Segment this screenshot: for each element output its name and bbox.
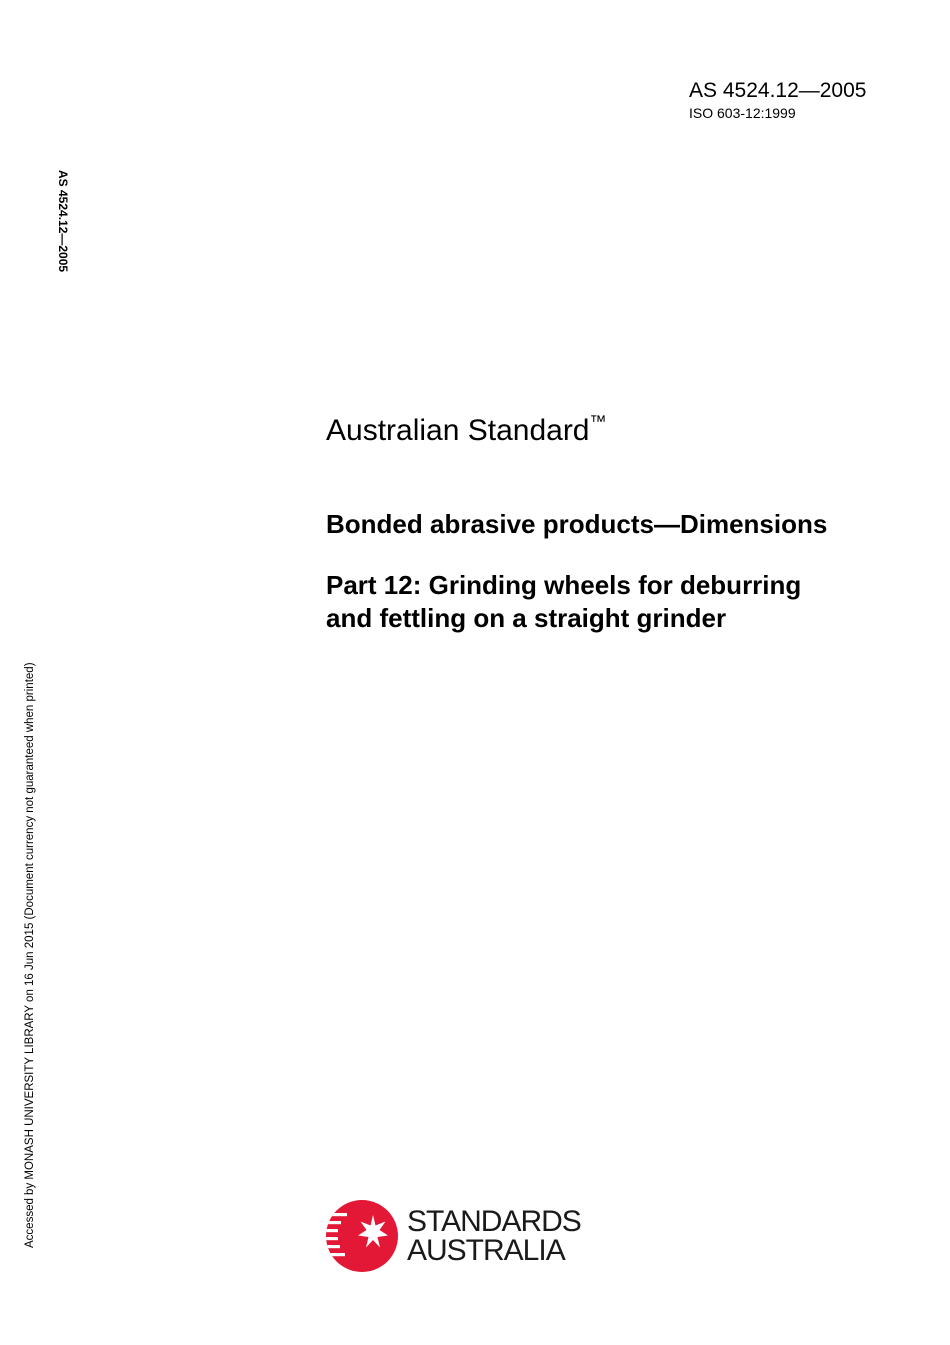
logo-line-standards: STANDARDS [407, 1205, 581, 1238]
standard-type-heading [326, 402, 607, 451]
standard-type-label: Australian Standard [326, 414, 590, 447]
standards-australia-logo [325, 1199, 585, 1273]
document-number: AS 4524.12—2005 [689, 79, 867, 102]
star-emblem-icon [325, 1199, 399, 1273]
side-document-number: AS 4524.12—2005 [56, 170, 70, 273]
access-note: Accessed by MONASH UNIVERSITY LIBRARY on 16 Jun 2015 (Document currency not guaranteed when printed) [24, 662, 36, 1248]
main-title: Bonded abrasive products—Dimensions [326, 509, 828, 539]
part-title: Part 12: Grinding wheels for deburring and fettling on a straight grinder [326, 570, 802, 633]
logo-wordmark [407, 1207, 581, 1265]
logo-line-australia: AUSTRALIA [407, 1234, 565, 1267]
iso-reference: ISO 603-12:1999 [689, 105, 796, 121]
trademark-symbol: ™ [589, 412, 607, 431]
